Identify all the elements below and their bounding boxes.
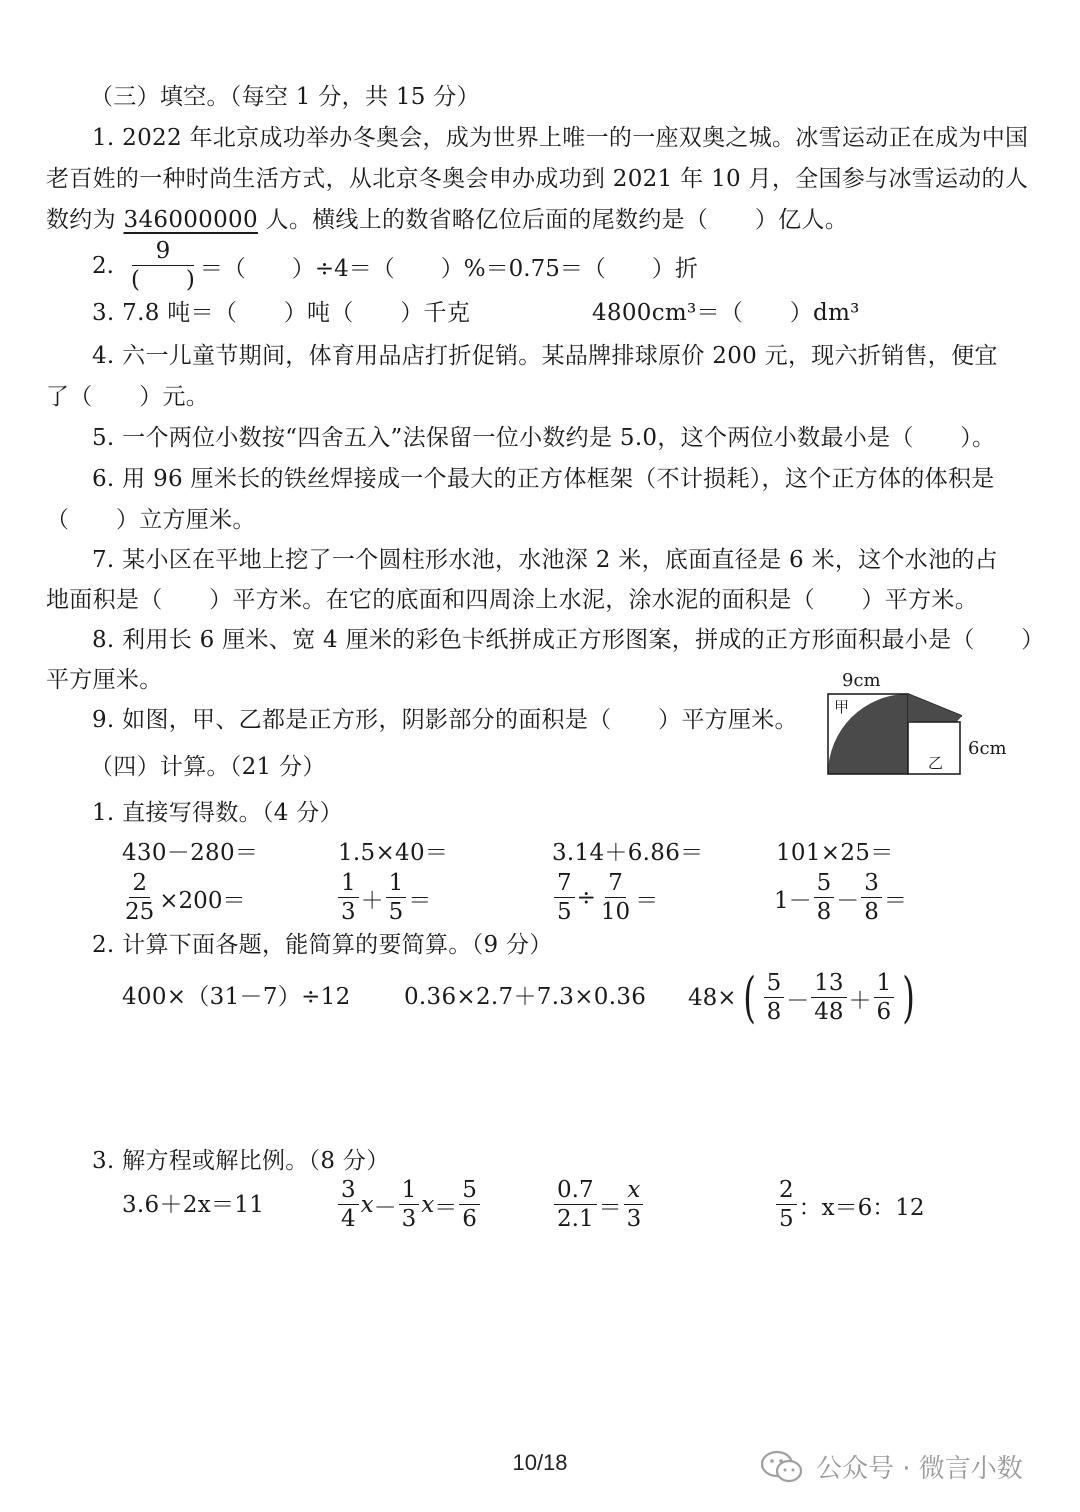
page-number: 10/18 <box>512 1450 568 1475</box>
section-4-title: （四）计算。（21 分） <box>90 754 326 780</box>
underlined-number: 346000000 <box>123 207 258 233</box>
q2-fraction: $\frac{9}{( )}$ <box>130 238 195 293</box>
q3-right: 4800cm³＝（ ）dm³ <box>592 300 860 326</box>
calc-1-g: $\frac{7}{5}$ ÷ $\frac{7}{10}$ ＝ <box>552 874 658 922</box>
label-jia: 甲 <box>834 698 850 716</box>
q8-line-1: 8. 利用长 6 厘米、宽 4 厘米的彩色卡纸拼成正方形图案，拼成的正方形面积最小是（ ） <box>92 627 1045 653</box>
q4-line-2: 了（ ）元。 <box>46 384 210 410</box>
calc-2-c: 48× ( $\frac{5}{8}$ － $\frac{13}{48}$ ＋ $\frac{1}{6}$ ) <box>688 966 916 1029</box>
q1-line-2: 老百姓的一种时尚生活方式，从北京冬奥会申办成功到 2021 年 10 月，全国参与冰雪运动的人 <box>46 166 1029 192</box>
calc-1-f: $\frac{1}{3}$ ＋ $\frac{1}{5}$ ＝ <box>336 874 431 922</box>
q1-line-3: 数约为 346000000 人。横线上的数省略亿位后面的尾数约是（ ）亿人。 <box>46 207 849 233</box>
wechat-icon <box>760 1450 804 1484</box>
q4-line-1: 4. 六一儿童节期间，体育用品店打折促销。某品牌排球原价 200 元，现六折销售，便宜 <box>92 343 998 369</box>
calc-1-a: 430－280＝ <box>122 840 259 866</box>
calc-1-b: 1.5×40＝ <box>338 840 449 866</box>
equation-3: $\frac{0.7}{2.1}$ ＝ $\frac{x}{3}$ <box>552 1180 646 1230</box>
q6-line-1: 6. 用 96 厘米长的铁丝焊接成一个最大的正方体框架（不计损耗），这个正方体的体积是 <box>92 466 995 492</box>
q2: 2. $\frac{9}{( )}$ ＝（ ）÷4＝（ ）%＝0.75＝（ ）折 <box>92 238 698 293</box>
calc-1-title: 1. 直接写得数。（4 分） <box>92 800 343 826</box>
q6-line-2: （ ）立方厘米。 <box>46 507 256 533</box>
watermark <box>760 1448 1023 1485</box>
calc-1-h: 1－ $\frac{5}{8}$ － $\frac{3}{8}$ ＝ <box>774 870 907 925</box>
q1-line-1: 1. 2022 年北京成功举办冬奥会，成为世界上唯一的一座双奥之城。冰雪运动正在成为中国 <box>92 125 1029 151</box>
watermark-text: 公众号 · 微言小数 <box>816 1454 1023 1484</box>
label-yi: 乙 <box>928 754 944 772</box>
label-6cm: 6cm <box>968 738 1007 759</box>
equation-1: 3.6＋2x＝11 <box>122 1192 265 1218</box>
q9-figure <box>822 668 1022 784</box>
q7-line-2: 地面积是（ ）平方米。在它的底面和四周涂上水泥，涂水泥的面积是（ ）平方米。 <box>46 587 978 613</box>
q5: 5. 一个两位小数按“四舍五入”法保留一位小数约是 5.0，这个两位小数最小是（ ）。 <box>92 425 996 451</box>
calc-1-c: 3.14＋6.86＝ <box>552 840 704 866</box>
calc-1-e: $\frac{2}{25}$ ×200＝ <box>125 870 246 925</box>
calc-3-title: 3. 解方程或解比例。（8 分） <box>92 1148 390 1174</box>
equation-4: $\frac{2}{5}$ ：x＝6：12 <box>774 1180 925 1230</box>
q7-line-1: 7. 某小区在平地上挖了一个圆柱形水池，水池深 2 米，底面直径是 6 米，这个水池的占 <box>92 547 998 573</box>
label-9cm: 9cm <box>842 670 881 691</box>
equation-2: $\frac{3}{4}$ x － $\frac{1}{3}$ x ＝ $\frac{5}{6}$ <box>336 1180 482 1230</box>
calc-1-d: 101×25＝ <box>776 840 894 866</box>
calc-2-b: 0.36×2.7＋7.3×0.36 <box>404 984 647 1010</box>
q3-left: 3. 7.8 吨＝（ ）吨（ ）千克 <box>92 300 471 326</box>
calc-2-title: 2. 计算下面各题，能简算的要简算。（9 分） <box>92 932 553 958</box>
q9: 9. 如图，甲、乙都是正方形，阴影部分的面积是（ ）平方厘米。 <box>92 707 798 733</box>
calc-2-a: 400×（31－7）÷12 <box>122 984 351 1010</box>
section-3-title: （三）填空。（每空 1 分，共 15 分） <box>90 84 480 110</box>
q8-line-2: 平方厘米。 <box>46 667 163 693</box>
